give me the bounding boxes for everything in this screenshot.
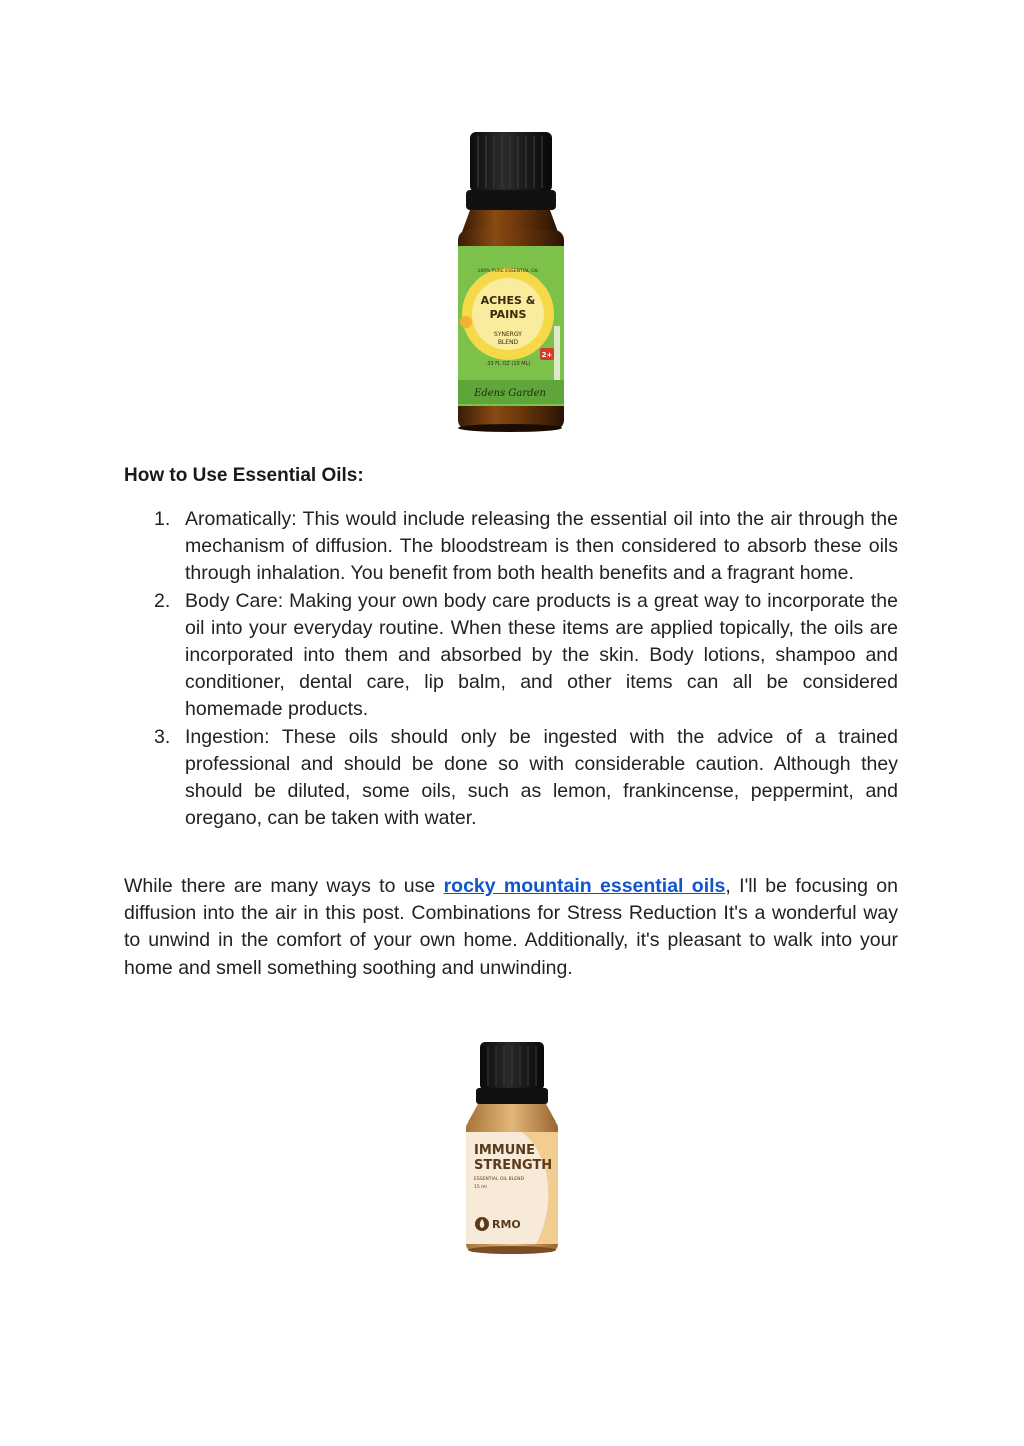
usage-steps-list [150,506,898,832]
paragraph-text-before-link: While there are many ways to use [124,875,444,897]
bottle1-label-line1: ACHES & [480,294,536,307]
list-item [150,506,898,588]
body-paragraph [124,873,898,982]
list-item-number: 3. [154,725,171,748]
aches-and-pains-bottle-image [440,126,580,436]
bottle2-label-line1: IMMUNE [474,1143,536,1158]
immune-strength-bottle-svg [452,1036,572,1258]
list-item [150,588,898,724]
bottle2-brand: RMO [492,1218,521,1231]
list-item-text: Ingestion: These oils should only be ingested with the advice of a trained professional and should be done so with considerable caution. Although they should be diluted, some oils, such as lemon, frankincense, peppermint, and oregano, can be taken with water. [185,725,898,830]
list-item [150,724,898,833]
bottle1-subtitle-line1: SYNERGY [494,331,522,338]
immune-strength-bottle-image [452,1036,572,1258]
list-item-number: 1. [154,508,171,530]
list-item-text: Aromatically: This would include releasing the essential oil into the air through the mechanism of diffusion. The bloodstream is then considered to absorb these oils through inhalation. You benefit from both health benefits and a fragrant home. [185,508,898,585]
rocky-mountain-oils-link[interactable]: rocky mountain essential oils [443,875,726,897]
bottle1-volume: .33 FL OZ (10 ML) [485,361,531,367]
bottle1-age-badge: 2+ [541,351,553,359]
bottle1-brand: Edens Garden [474,388,546,399]
bottle1-ribbon: 100% PURE ESSENTIAL OIL [477,269,539,274]
bottle1-label-line2: PAINS [489,308,527,321]
list-item-text: Body Care: Making your own body care products is a great way to incorporate the oil into your everyday routine. When these items are applied topically, the oils are incorporated into them and absorbed by the skin. Body lotions, shampoo and conditioner, dental care, lip balm, and other items can all be considered homemade products. [185,589,898,721]
bottle2-label-line2: STRENGTH [474,1158,553,1173]
section-heading: How to Use Essential Oils: [124,465,364,486]
bottle1-subtitle-line2: BLEND [497,339,519,346]
bottle2-subtitle: ESSENTIAL OIL BLEND [474,1177,524,1182]
paragraph-text-after-link: , I'll be focusing on diffusion into the air in this post. Combinations for Stress Reduction It's a wonderful way to unwind in the comfort of your own home. Additionally, it's pleasant to walk into your home and smell something soothing and unwinding. [124,875,898,979]
aches-and-pains-bottle-svg [440,126,580,436]
bottle2-volume: 15 ml [474,1185,487,1190]
list-item-number: 2. [154,589,171,612]
